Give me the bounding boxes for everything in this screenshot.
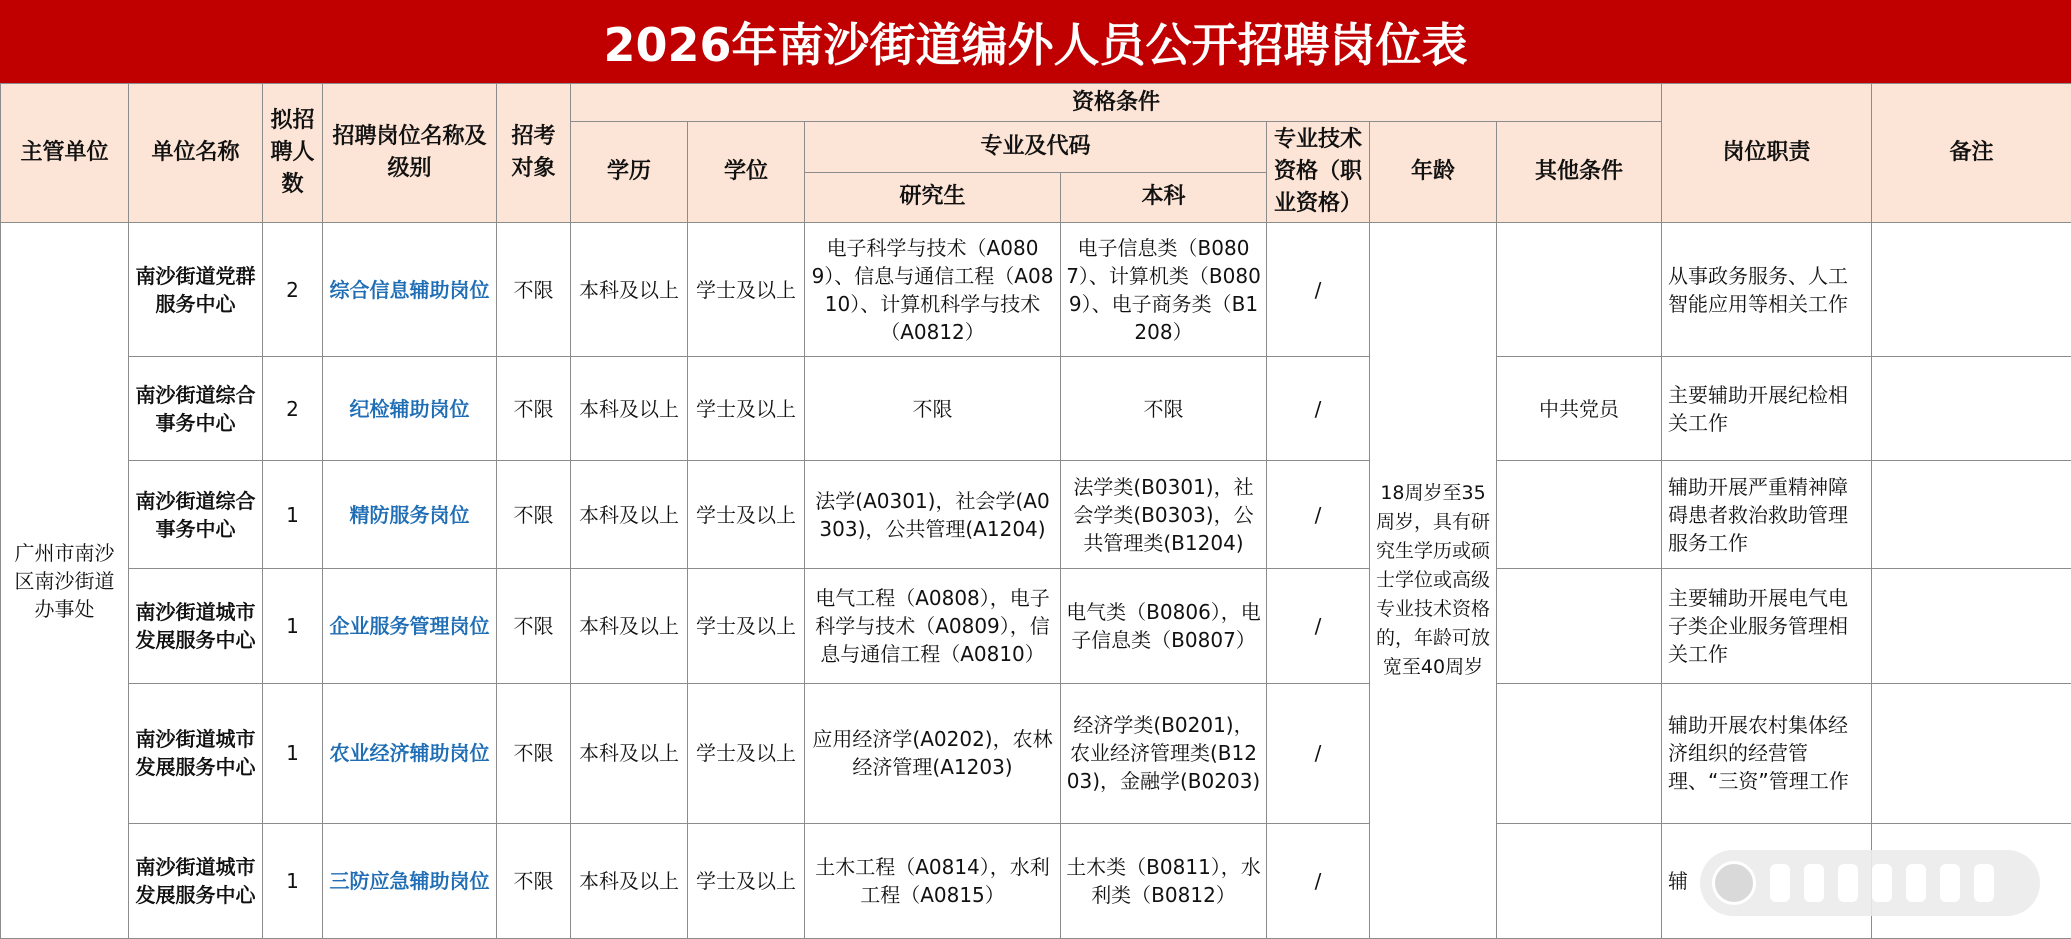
graduate-major-cell: 土木工程（A0814），水利工程（A0815）: [805, 823, 1061, 938]
education-cell: 本科及以上: [571, 223, 688, 357]
degree-cell: 学士及以上: [688, 683, 805, 823]
undergraduate-major-cell: 电气类（B0806），电子信息类（B0807）: [1061, 569, 1267, 683]
unit-name-cell: 南沙街道综合事务中心: [129, 461, 263, 569]
watermark-glyph-icon: [1940, 864, 1960, 902]
table-row: [1, 357, 2071, 461]
certificate-cell: /: [1267, 823, 1370, 938]
header-unit-name: 单位名称: [129, 84, 263, 223]
target-cell: 不限: [497, 461, 571, 569]
remark-cell: [1872, 357, 2071, 461]
position-cell: 三防应急辅助岗位: [323, 823, 497, 938]
degree-cell: 学士及以上: [688, 569, 805, 683]
graduate-major-cell: 不限: [805, 357, 1061, 461]
degree-cell: 学士及以上: [688, 223, 805, 357]
target-cell: 不限: [497, 823, 571, 938]
duty-cell: 辅: [1662, 823, 1872, 938]
age-cell: 18周岁至35周岁，具有研究生学历或硕士学位或高级专业技术资格的，年龄可放宽至40周岁: [1370, 223, 1497, 939]
education-cell: 本科及以上: [571, 683, 688, 823]
header-degree: 学位: [688, 122, 805, 223]
watermark-glyph-icon: [1770, 864, 1790, 902]
graduate-major-cell: 电气工程（A0808），电子科学与技术（A0809），信息与通信工程（A0810）: [805, 569, 1061, 683]
certificate-cell: /: [1267, 461, 1370, 569]
unit-name-cell: 南沙街道综合事务中心: [129, 357, 263, 461]
table-row: [1, 683, 2071, 823]
header-education: 学历: [571, 122, 688, 223]
undergraduate-major-cell: 电子信息类（B0807）、计算机类（B0809）、电子商务类（B1208）: [1061, 223, 1267, 357]
other-cell: [1497, 569, 1662, 683]
header-graduate: 研究生: [805, 172, 1061, 223]
recruitment-table: [0, 83, 2071, 939]
supervisor-cell: 广州市南沙区南沙街道办事处: [1, 223, 129, 939]
watermark-overlay: [1700, 850, 2040, 916]
header-remark: 备注: [1872, 84, 2071, 223]
table-row: [1, 569, 2071, 683]
page-title: 2026年南沙街道编外人员公开招聘岗位表: [0, 0, 2071, 83]
duty-cell: 主要辅助开展纪检相关工作: [1662, 357, 1872, 461]
degree-cell: 学士及以上: [688, 461, 805, 569]
degree-cell: 学士及以上: [688, 357, 805, 461]
header-qualifications: 资格条件: [571, 84, 1662, 122]
other-cell: [1497, 223, 1662, 357]
header-other: 其他条件: [1497, 122, 1662, 223]
watermark-glyph-icon: [1804, 864, 1824, 902]
remark-cell: [1872, 461, 2071, 569]
target-cell: 不限: [497, 683, 571, 823]
education-cell: 本科及以上: [571, 823, 688, 938]
other-cell: 中共党员: [1497, 357, 1662, 461]
count-cell: 1: [263, 683, 323, 823]
header-age: 年龄: [1370, 122, 1497, 223]
header-position: 招聘岗位名称及级别: [323, 84, 497, 223]
count-cell: 2: [263, 223, 323, 357]
count-cell: 1: [263, 461, 323, 569]
duty-cell: 辅助开展农村集体经济组织的经营管理、“三资”管理工作: [1662, 683, 1872, 823]
header-undergraduate: 本科: [1061, 172, 1267, 223]
duty-cell: 辅助开展严重精神障碍患者救治救助管理服务工作: [1662, 461, 1872, 569]
duty-cell: 主要辅助开展电气电子类企业服务管理相关工作: [1662, 569, 1872, 683]
position-cell: 纪检辅助岗位: [323, 357, 497, 461]
target-cell: 不限: [497, 357, 571, 461]
unit-name-cell: 南沙街道城市发展服务中心: [129, 823, 263, 938]
remark-cell: [1872, 683, 2071, 823]
watermark-glyph-icon: [1974, 864, 1994, 902]
count-cell: 2: [263, 357, 323, 461]
other-cell: [1497, 823, 1662, 938]
watermark-glyph-icon: [1838, 864, 1858, 902]
duty-cell: 从事政务服务、人工智能应用等相关工作: [1662, 223, 1872, 357]
other-cell: [1497, 461, 1662, 569]
undergraduate-major-cell: 经济学类(B0201)，农业经济管理类(B1203)，金融学(B0203): [1061, 683, 1267, 823]
unit-name-cell: 南沙街道党群服务中心: [129, 223, 263, 357]
header-duty: 岗位职责: [1662, 84, 1872, 223]
position-cell: 农业经济辅助岗位: [323, 683, 497, 823]
count-cell: 1: [263, 823, 323, 938]
undergraduate-major-cell: 法学类(B0301)，社会学类(B0303)，公共管理类(B1204): [1061, 461, 1267, 569]
count-cell: 1: [263, 569, 323, 683]
unit-name-cell: 南沙街道城市发展服务中心: [129, 683, 263, 823]
header-target: 招考对象: [497, 84, 571, 223]
watermark-logo-icon: [1712, 861, 1756, 905]
unit-name-cell: 南沙街道城市发展服务中心: [129, 569, 263, 683]
undergraduate-major-cell: 不限: [1061, 357, 1267, 461]
table-row: [1, 223, 2071, 357]
other-cell: [1497, 683, 1662, 823]
remark-cell: [1872, 569, 2071, 683]
position-cell: 企业服务管理岗位: [323, 569, 497, 683]
header-certificate: 专业技术资格（职业资格）: [1267, 122, 1370, 223]
remark-cell: [1872, 223, 2071, 357]
header-major: 专业及代码: [805, 122, 1267, 173]
target-cell: 不限: [497, 223, 571, 357]
graduate-major-cell: 法学(A0301)，社会学(A0303)，公共管理(A1204): [805, 461, 1061, 569]
certificate-cell: /: [1267, 683, 1370, 823]
watermark-glyph-icon: [1906, 864, 1926, 902]
certificate-cell: /: [1267, 569, 1370, 683]
education-cell: 本科及以上: [571, 461, 688, 569]
degree-cell: 学士及以上: [688, 823, 805, 938]
table-row: [1, 461, 2071, 569]
certificate-cell: /: [1267, 357, 1370, 461]
certificate-cell: /: [1267, 223, 1370, 357]
position-cell: 精防服务岗位: [323, 461, 497, 569]
position-cell: 综合信息辅助岗位: [323, 223, 497, 357]
watermark-glyph-icon: [1872, 864, 1892, 902]
education-cell: 本科及以上: [571, 357, 688, 461]
undergraduate-major-cell: 土木类（B0811），水利类（B0812）: [1061, 823, 1267, 938]
graduate-major-cell: 电子科学与技术（A0809）、信息与通信工程（A0810）、计算机科学与技术（A0812）: [805, 223, 1061, 357]
target-cell: 不限: [497, 569, 571, 683]
header-count: 拟招聘人数: [263, 84, 323, 223]
header-supervisor: 主管单位: [1, 84, 129, 223]
education-cell: 本科及以上: [571, 569, 688, 683]
graduate-major-cell: 应用经济学(A0202)，农林经济管理(A1203): [805, 683, 1061, 823]
